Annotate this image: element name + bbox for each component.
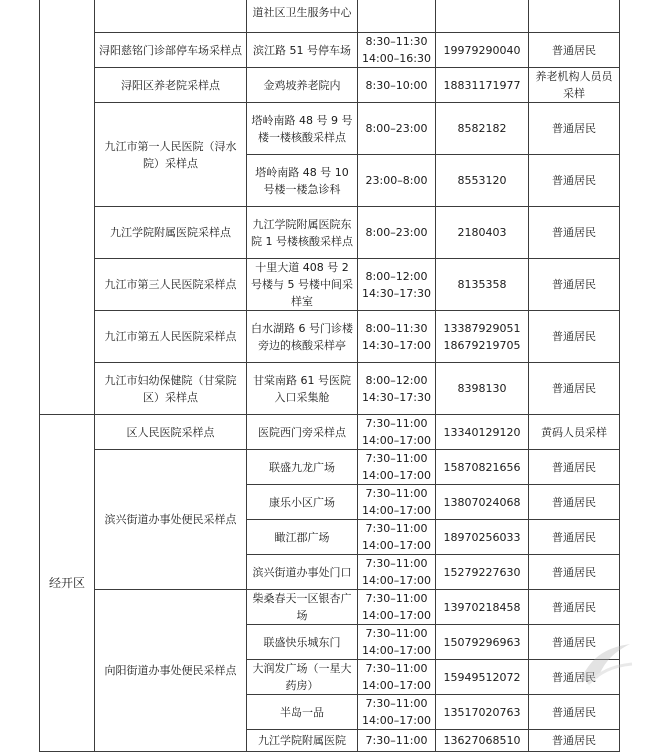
population-text: 普通居民: [552, 330, 596, 343]
site-name-cell: [95, 207, 247, 259]
hours-afternoon: 14:00–17:00: [362, 609, 431, 622]
population-cell: [529, 33, 620, 68]
hours-cell: [358, 207, 436, 259]
phone-number: 18970256033: [443, 530, 521, 544]
location-cell: [247, 555, 358, 590]
site-name-cell: [95, 363, 247, 415]
location-cell: [247, 590, 358, 625]
phone-cell: [436, 450, 529, 485]
phone-cell: [436, 33, 529, 68]
site-name-cell: [95, 259, 247, 311]
population-text: 普通居民: [552, 635, 596, 649]
hours-morning: 8:00–23:00: [365, 226, 428, 239]
population-text: 普通居民: [552, 734, 596, 747]
hours-cell: [358, 33, 436, 68]
location-text: 塔岭南路 48 号 9 号楼一楼核酸采样点: [251, 113, 353, 144]
hours-cell: [358, 450, 436, 485]
hours-cell: [358, 68, 436, 103]
location-cell: [247, 625, 358, 660]
phone-number: 13387929051: [443, 321, 521, 335]
phone-number: 15949512072: [443, 670, 521, 684]
population-cell: [529, 415, 620, 450]
population-text: 普通居民: [552, 226, 596, 239]
hours-cell: [358, 660, 436, 695]
population-text: 普通居民: [552, 670, 596, 684]
district-cell: [40, 415, 95, 752]
hours-cell: [358, 555, 436, 590]
table-row: [40, 590, 620, 625]
population-text: 养老机构人员员采样: [535, 70, 613, 100]
hours-cell: [358, 0, 436, 33]
hours-morning: 8:30–10:00: [365, 78, 428, 92]
location-text: 康乐小区广场: [269, 495, 335, 509]
hours-cell: [358, 520, 436, 555]
location-text: 联盛九龙广场: [269, 460, 335, 474]
hours-morning: 8:00–23:00: [365, 122, 428, 135]
population-cell: [529, 660, 620, 695]
phone-cell: [436, 103, 529, 155]
table-row: [40, 363, 620, 415]
site-name-cell: [95, 68, 247, 103]
population-text: 普通居民: [552, 122, 596, 135]
population-text: 普通居民: [552, 174, 596, 187]
location-text: 柴桑春天一区银杏广场: [252, 592, 352, 622]
location-cell: [247, 660, 358, 695]
phone-number: 8582182: [457, 122, 507, 135]
location-cell: [247, 520, 358, 555]
hours-afternoon: 14:00–16:30: [362, 52, 431, 65]
population-text: 普通居民: [552, 530, 596, 544]
phone-number: 13517020763: [443, 705, 521, 719]
location-text: 甘棠南路 61 号医院入口采集舱: [253, 373, 351, 404]
phone-cell: [436, 660, 529, 695]
site-name-cell: [95, 450, 247, 590]
hours-morning: 8:00–12:00: [365, 269, 428, 283]
hours-afternoon: 14:00–17:00: [362, 504, 431, 517]
phone-cell: [436, 520, 529, 555]
location-cell: [247, 68, 358, 103]
site-name: 滨兴街道办事处便民采样点: [104, 513, 237, 526]
location-text: 十里大道 408 号 2 号楼与 5 号楼中间采样室: [251, 261, 353, 308]
population-text: 普通居民: [552, 278, 596, 291]
site-name-cell: [95, 590, 247, 752]
phone-cell: [436, 590, 529, 625]
hours-morning: 7:30–11:00: [365, 662, 428, 675]
phone-cell: [436, 0, 529, 33]
hours-morning: 7:30–11:00: [365, 592, 428, 605]
site-name-cell: [95, 103, 247, 207]
hours-cell: [358, 695, 436, 730]
site-name: 浔阳慈铭门诊部停车场采样点: [99, 43, 242, 57]
hours-cell: [358, 730, 436, 752]
hours-cell: [358, 625, 436, 660]
hours-morning: 8:00–12:00: [365, 373, 428, 387]
phone-number: 8135358: [457, 278, 507, 291]
location-text: 金鸡坡养老院内: [263, 78, 341, 92]
location-cell: [247, 33, 358, 68]
phone-number: 13970218458: [443, 600, 521, 614]
hours-morning: 7:30–11:00: [365, 487, 428, 500]
location-text: 联盛快乐城东门: [263, 635, 341, 649]
hours-afternoon: 14:00–17:00: [362, 679, 431, 692]
table-row: [40, 103, 620, 155]
location-text: 道社区卫生服务中心: [252, 6, 352, 19]
phone-number: 13627068510: [443, 734, 521, 747]
phone-cell: [436, 311, 529, 363]
population-cell: [529, 695, 620, 730]
phone-number: 15279227630: [443, 565, 521, 579]
phone-cell: [436, 730, 529, 752]
hours-morning: 7:30–11:00: [365, 557, 428, 570]
phone-cell: [436, 68, 529, 103]
hours-morning: 8:00–11:30: [365, 321, 428, 335]
phone-number: 8398130: [457, 382, 507, 395]
population-cell: [529, 0, 620, 33]
population-cell: [529, 450, 620, 485]
phone-cell: [436, 625, 529, 660]
district-name: 经开区: [48, 575, 85, 590]
hours-afternoon: 14:00–17:00: [362, 469, 431, 482]
location-cell: [247, 363, 358, 415]
population-cell: [529, 363, 620, 415]
hours-afternoon: 14:00–17:00: [362, 714, 431, 727]
location-cell: [247, 485, 358, 520]
phone-number-2: 18679219705: [443, 338, 521, 352]
location-text: 滨兴街道办事处门口: [252, 565, 352, 579]
phone-cell: [436, 695, 529, 730]
population-text: 普通居民: [552, 43, 596, 57]
phone-cell: [436, 555, 529, 590]
location-text: 大润发广场（一星大药房）: [252, 662, 352, 692]
population-cell: [529, 730, 620, 752]
phone-cell: [436, 485, 529, 520]
location-cell: [247, 0, 358, 33]
site-name: 九江市第五人民医院采样点: [104, 330, 237, 343]
phone-number: 15870821656: [443, 460, 521, 474]
hours-morning: 7:30–11:00: [365, 522, 428, 535]
location-cell: [247, 415, 358, 450]
location-text: 白水湖路 6 号门诊楼旁边的核酸采样亭: [251, 321, 353, 352]
site-name: 浔阳区养老院采样点: [121, 78, 220, 92]
population-text: 普通居民: [552, 600, 596, 614]
hours-cell: [358, 485, 436, 520]
hours-cell: [358, 155, 436, 207]
location-text: 医院西门旁采样点: [258, 425, 346, 439]
hours-morning: 23:00–8:00: [365, 174, 428, 187]
phone-number: 15079296963: [443, 635, 521, 649]
hours-cell: [358, 415, 436, 450]
site-name-cell: [95, 415, 247, 450]
location-text: 塔岭南路 48 号 10 号楼一楼急诊科: [255, 165, 349, 196]
location-cell: [247, 103, 358, 155]
population-cell: [529, 68, 620, 103]
site-name: 九江市第三人民医院采样点: [104, 278, 237, 291]
hours-morning: 7:30–11:00: [365, 452, 428, 465]
location-cell: [247, 695, 358, 730]
table-row: [40, 311, 620, 363]
hours-morning: 7:30–11:00: [365, 627, 428, 640]
site-name-cell: [95, 33, 247, 68]
site-name: 九江学院附属医院采样点: [110, 226, 231, 239]
hours-afternoon: 14:00–17:00: [362, 539, 431, 552]
hours-afternoon: 14:30–17:30: [362, 390, 431, 404]
population-cell: [529, 155, 620, 207]
population-cell: [529, 625, 620, 660]
population-text: 普通居民: [552, 460, 596, 474]
site-name: 九江市妇幼保健院（甘棠院区）采样点: [104, 373, 237, 404]
district-cell: [40, 0, 95, 415]
population-text: 黄码人员采样: [541, 425, 607, 439]
table-row: [40, 33, 620, 68]
phone-number: 19979290040: [443, 43, 521, 57]
hours-afternoon: 14:30–17:00: [362, 338, 431, 352]
hours-morning: 7:30–11:00: [365, 417, 428, 430]
hours-cell: [358, 259, 436, 311]
location-cell: [247, 259, 358, 311]
population-cell: [529, 207, 620, 259]
population-cell: [529, 311, 620, 363]
population-cell: [529, 555, 620, 590]
population-cell: [529, 103, 620, 155]
phone-cell: [436, 207, 529, 259]
table-row: [40, 68, 620, 103]
table-row: [40, 450, 620, 485]
hours-morning: 8:30–11:30: [365, 35, 428, 48]
site-name: 九江市第一人民医院（浔水院）采样点: [104, 139, 237, 170]
hours-afternoon: 14:00–17:00: [362, 434, 431, 447]
location-cell: [247, 207, 358, 259]
hours-cell: [358, 103, 436, 155]
phone-number: 8553120: [457, 174, 507, 187]
location-text: 滨江路 51 号停车场: [253, 43, 351, 57]
location-cell: [247, 311, 358, 363]
population-cell: [529, 590, 620, 625]
phone-cell: [436, 363, 529, 415]
table-row: [40, 415, 620, 450]
location-text: 半岛一品: [280, 705, 324, 719]
hours-afternoon: 14:00–17:00: [362, 574, 431, 587]
hours-afternoon: 14:30–17:30: [362, 286, 431, 300]
population-text: 普通居民: [552, 382, 596, 395]
population-cell: [529, 259, 620, 311]
population-cell: [529, 520, 620, 555]
population-cell: [529, 485, 620, 520]
location-text: 瞰江郡广场: [274, 530, 330, 544]
hours-cell: [358, 590, 436, 625]
location-cell: [247, 155, 358, 207]
table-row: [40, 207, 620, 259]
phone-cell: [436, 415, 529, 450]
hours-morning: 7:30–11:00: [365, 734, 428, 747]
phone-cell: [436, 155, 529, 207]
site-name: 区人民医院采样点: [126, 425, 215, 439]
phone-number: 18831171977: [443, 78, 521, 92]
phone-number: 13807024068: [443, 495, 521, 509]
site-name: 向阳街道办事处便民采样点: [104, 664, 237, 677]
hours-cell: [358, 363, 436, 415]
phone-number: 13340129120: [443, 425, 521, 439]
population-text: 普通居民: [552, 495, 596, 509]
phone-cell: [436, 259, 529, 311]
population-text: 普通居民: [552, 565, 596, 579]
site-name-cell: [95, 0, 247, 33]
location-text: 九江学院附属医院: [258, 734, 346, 747]
hours-morning: 7:30–11:00: [365, 697, 428, 710]
hours-cell: [358, 311, 436, 363]
sampling-sites-table: [39, 0, 620, 752]
population-text: 普通居民: [552, 705, 596, 719]
hours-afternoon: 14:00–17:00: [362, 644, 431, 657]
table-row: [40, 259, 620, 311]
location-text: 九江学院附属医院东院 1 号楼核酸采样点: [251, 217, 353, 248]
location-cell: [247, 450, 358, 485]
site-name-cell: [95, 311, 247, 363]
location-cell: [247, 730, 358, 752]
table-row: [40, 0, 620, 33]
table-body: [40, 0, 620, 752]
phone-number: 2180403: [457, 226, 507, 239]
